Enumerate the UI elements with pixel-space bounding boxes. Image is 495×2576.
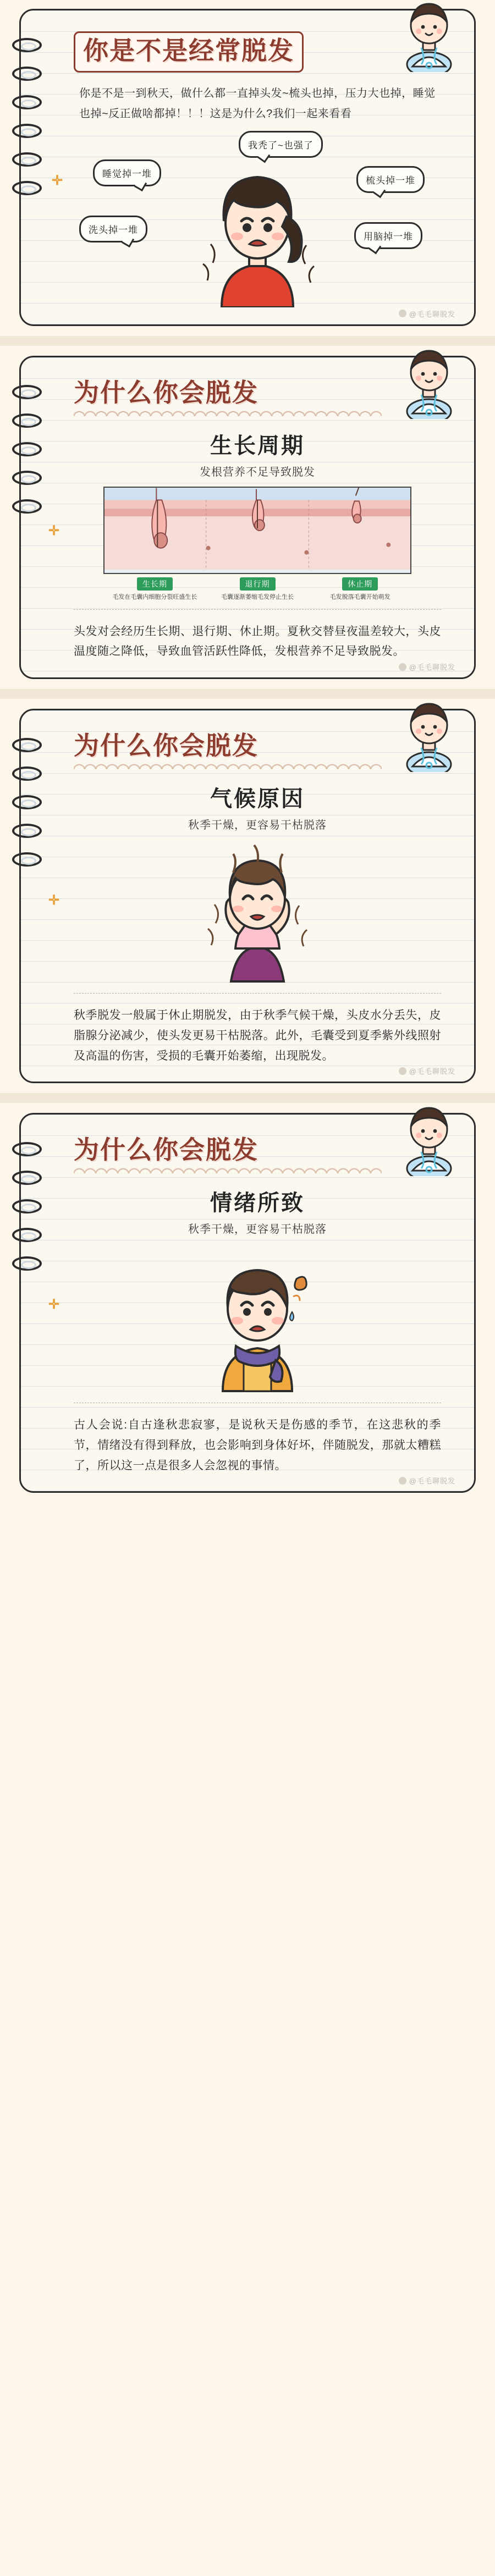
section-subtitle: 气候原因: [210, 786, 305, 812]
section-subdesc: 秋季干燥，更容易干枯脱落: [188, 819, 327, 832]
body-paragraph: 头发对会经历生长期、退行期、休止期。夏秋交替昼夜温差较大，头皮温度随之降低，导致血管活跃性降低，发根营养不足导致脱发。: [74, 625, 441, 658]
watermark-text: @毛毛聊脱发: [409, 1477, 455, 1486]
page-title: 为什么你会脱发: [74, 377, 258, 407]
watermark: [399, 1066, 455, 1076]
cycle-label-title: 生长期: [137, 577, 173, 591]
section-subtitle: 情绪所致: [210, 1190, 305, 1216]
cycle-label-row: [103, 577, 411, 602]
watermark-icon: [399, 310, 406, 317]
spiral-binding-3: [12, 738, 44, 1060]
plus-decoration-icon: ✛: [52, 173, 63, 188]
watermark-icon: [399, 663, 406, 671]
speech-bubble: 用脑掉一堆: [354, 222, 422, 249]
speech-bubble: 梳头掉一堆: [356, 166, 425, 193]
watermark-text: @毛毛聊脱发: [409, 663, 455, 672]
title-underline: [74, 411, 382, 416]
intro-paragraph: 你是不是一到秋天，做什么都一直掉头发~梳头也掉，压力大也掉，睡觉也掉~反正做啥都掉！！！这是为什么?我们一起来看看: [79, 87, 436, 120]
notebook-card-4: [19, 1113, 476, 1493]
section-page-4: [0, 1103, 495, 1504]
notebook-card-3: [19, 709, 476, 1083]
watermark-text: @毛毛聊脱发: [409, 310, 455, 318]
section-subtitle: 生长周期: [210, 433, 305, 459]
girl-holding-head-figure-icon: [186, 840, 329, 983]
watermark-icon: [399, 1477, 406, 1485]
page-title: 你是不是经常脱发: [74, 31, 304, 73]
speech-bubble: 我秃了~也强了: [239, 131, 323, 158]
title-underline: [74, 764, 382, 769]
spiral-binding-4: [12, 1142, 44, 1469]
watermark-text: @毛毛聊脱发: [409, 1067, 455, 1076]
spiral-binding-2: [12, 385, 44, 655]
plus-decoration-icon: ✛: [48, 523, 60, 538]
notebook-card-1: [19, 9, 476, 326]
cycle-label-item: [103, 577, 206, 602]
speech-bubble: 睡觉掉一堆: [93, 159, 161, 186]
cycle-label-desc: 毛发在毛囊内细胞分裂旺盛生长: [112, 593, 197, 600]
watermark: [399, 308, 455, 319]
hair-growth-cycle-diagram: [103, 487, 411, 574]
section-page-2: [0, 346, 495, 689]
cycle-label-desc: 毛发脱落毛囊开始萌发: [329, 593, 391, 600]
speech-bubble: 洗头掉一堆: [79, 216, 147, 242]
watermark-icon: [399, 1067, 406, 1075]
page-title: 为什么你会脱发: [74, 731, 258, 761]
doctor-avatar-icon: [396, 695, 462, 772]
notebook-card-2: [19, 356, 476, 679]
plus-decoration-icon: ✛: [48, 1297, 60, 1312]
title-underline: [74, 1168, 382, 1173]
watermark: [399, 1475, 455, 1486]
cycle-label-title: 退行期: [240, 577, 276, 591]
section-page-1: [0, 0, 495, 336]
body-note-block: [74, 1403, 441, 1476]
plus-decoration-icon: ✛: [48, 893, 60, 908]
cycle-label-item: [309, 577, 411, 602]
doctor-avatar-icon: [396, 0, 462, 72]
body-paragraph: 秋季脱发一般属于休止期脱发，由于秋季气候干燥，头皮水分丢失，皮脂腺分泌减少，使头发更易干枯脱落。此外，毛囊受到夏季紫外线照射及高温的伤害，受损的毛囊开始萎缩，出现脱发。: [74, 1009, 441, 1062]
spiral-binding-1: [12, 38, 44, 302]
page-title: 为什么你会脱发: [74, 1135, 258, 1165]
body-paragraph: 古人会说:自古逢秋悲寂寥，是说秋天是伤感的季节，在这悲秋的季节，情绪没有得到释放，也会影响到身体好坏，伴随脱发，那就太糟糕了，所以这一点是很多人会忽视的事情。: [74, 1419, 441, 1472]
cycle-label-title: 休止期: [342, 577, 378, 591]
body-note-block: [74, 609, 441, 663]
sad-girl-figure-icon: [189, 162, 326, 307]
doctor-avatar-icon: [396, 1099, 462, 1176]
watermark: [399, 661, 455, 672]
sad-boy-figure-icon: [183, 1244, 332, 1392]
cycle-label-item: [206, 577, 309, 602]
section-page-3: [0, 699, 495, 1093]
section-subdesc: 秋季干燥，更容易干枯脱落: [188, 1223, 327, 1236]
body-note-block: [74, 993, 441, 1066]
doctor-avatar-icon: [396, 342, 462, 419]
cycle-label-desc: 毛囊逐渐萎缩毛发停止生长: [221, 593, 294, 600]
speech-bubble-group: [52, 128, 441, 309]
section-subdesc: 发根营养不足导致脱发: [200, 466, 315, 478]
